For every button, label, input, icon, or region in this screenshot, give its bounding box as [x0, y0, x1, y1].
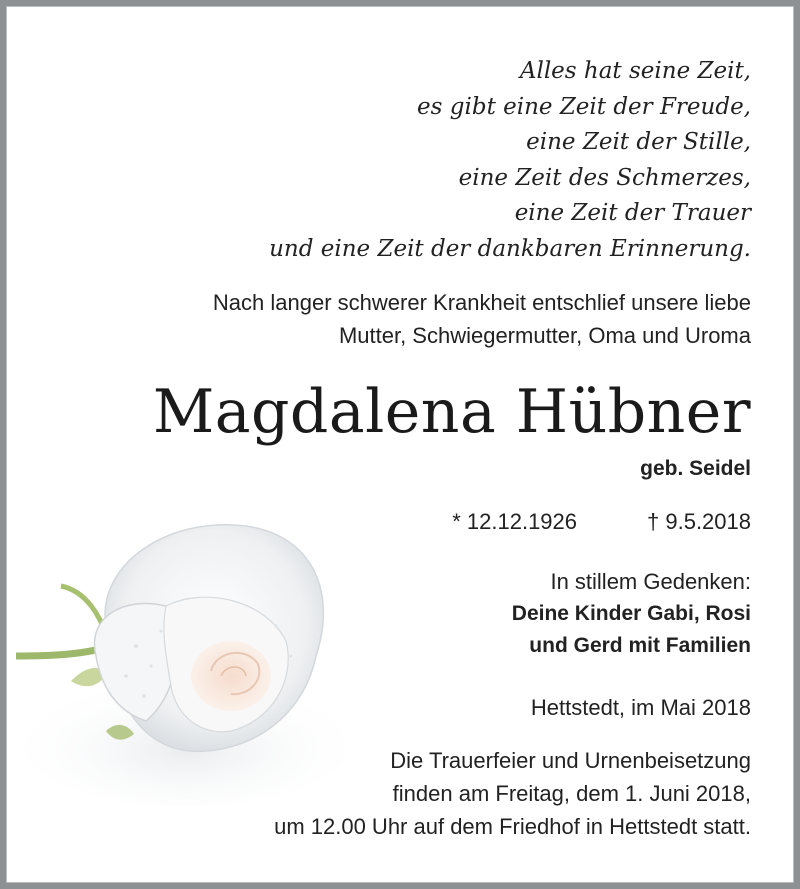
poem-line: es gibt eine Zeit der Freude,	[417, 93, 751, 120]
poem-line: und eine Zeit der dankbaren Erinnerung.	[269, 235, 751, 262]
poem-line: Alles hat seine Zeit,	[519, 58, 751, 84]
memory-intro: In stillem Gedenken:	[550, 569, 751, 594]
place-date: Hettstedt, im Mai 2018	[530, 695, 751, 720]
poem-line: eine Zeit des Schmerzes,	[458, 164, 751, 191]
death-date: † 9.5.2018	[647, 509, 751, 534]
funeral-info	[274, 744, 751, 843]
life-dates	[452, 506, 751, 538]
birth-date: * 12.12.1926	[452, 509, 578, 534]
funeral-line: finden am Freitag, dem 1. Juni 2018,	[392, 781, 751, 806]
maiden-name: geb. Seidel	[640, 457, 751, 480]
mourners	[512, 598, 751, 662]
poem-line: eine Zeit der Trauer	[514, 200, 751, 226]
obituary-card	[6, 6, 794, 883]
mourners-line: und Gerd mit Familien	[529, 634, 751, 657]
intro-line: Nach langer schwerer Krankheit entschlief unsere liebe	[212, 290, 751, 315]
poem-line: eine Zeit der Stille,	[526, 129, 751, 155]
deceased-name: Magdalena Hübner	[152, 377, 751, 447]
funeral-line: um 12.00 Uhr auf dem Friedhof in Hettstedt statt.	[274, 814, 751, 839]
mourners-line: Deine Kinder Gabi, Rosi	[511, 602, 751, 625]
poem	[269, 54, 751, 267]
funeral-line: Die Trauerfeier und Urnenbeisetzung	[390, 748, 751, 773]
intro-line: Mutter, Schwiegermutter, Oma und Uroma	[338, 323, 751, 348]
intro-text	[213, 286, 751, 352]
